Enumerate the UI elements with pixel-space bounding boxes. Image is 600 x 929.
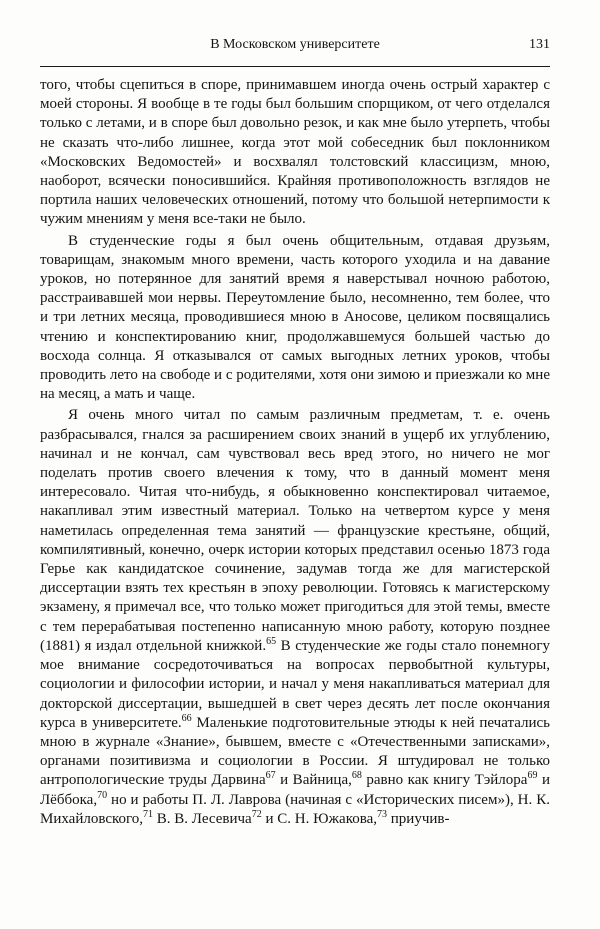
header-rule bbox=[40, 66, 550, 67]
text-segment: В студенческие же годы стало понемногу мое внимание сосредоточиваться на вопросах первобытной культуры, социологии и философии истории, и начал у меня накапливаться материал для докторской диссертации, вышедшей в свет через десять лет после окончания курса в университете. bbox=[40, 637, 550, 731]
footnote-ref: 65 bbox=[266, 635, 277, 647]
page-number: 131 bbox=[529, 37, 550, 52]
body-text bbox=[40, 76, 550, 829]
footnote-ref: 73 bbox=[377, 808, 388, 820]
footnote-ref: 68 bbox=[351, 770, 362, 782]
footnote-ref: 72 bbox=[251, 808, 262, 820]
footnote-ref: 70 bbox=[97, 789, 108, 801]
text-segment: приучив- bbox=[387, 810, 450, 827]
text-segment: и Вайница, bbox=[275, 772, 352, 789]
footnote-ref: 67 bbox=[265, 770, 276, 782]
text-segment: Маленькие подготовительные этюды к ней печатались мною в журнале «Знание», бывшем, вместе с «Отечественными записками», органами позитивизма и социологии в России. Я штудировал не только антропологические труды Дарвина bbox=[40, 714, 550, 789]
footnote-ref: 66 bbox=[181, 712, 192, 724]
text-segment: и Лёббока, bbox=[40, 772, 550, 808]
text-segment: В. В. Лесевича bbox=[153, 810, 252, 827]
text-segment: Я очень много читал по самым различным предметам, т. е. очень разбрасывался, гнался за расширением своих знаний в ущерб их углублению, начинал и не кончал, сам чувствовал весь вред этого, но ничего не мог поделать против своего влечения к тому, что в данный момент меня интересовало. Читая что-нибудь, я обыкновенно конспектировал читаемое, накапливал этим известный материал. Только на четвертом курсе у меня наметилась определенная тема занятий — французские крестьяне, общий, компилятивный, конечно, очерк истории которых представил осенью 1873 года Герье как кандидатское сочинение, задумав тогда же для магистерской диссертации взять тех крестьян в эпоху революции. Готовясь к магистерскому экзамену, я примечал все, что только может пригодиться для этой темы, вместе с тем перерабатывая постепенно написанную мною работу, которую позднее (1881) я издал отдельной книжкой. bbox=[40, 407, 550, 654]
text-segment: В студенческие годы я был очень общительным, отдавая друзьям, товарищам, знакомым много времени, часть которого уходила и на давание уроков, но потерянное для занятий время я наверстывал ночною работою, расстраивавшей мои нервы. Переутомление было, несомненно, тем более, что и три летних месяца, проводившиеся мною в Аносове, целиком посвящались чтению и конспектированию книг, продолжавшемуся большей частью до восхода солнца. Я отказывался от самых выгодных летних уроков, чтобы проводить лето на свободе и с родителями, хотя они зимою и приезжали ко мне на месяц, а мать и чаще. bbox=[40, 232, 550, 403]
paragraph bbox=[40, 232, 550, 405]
running-title: В Московском университете bbox=[210, 37, 380, 52]
footnote-ref: 71 bbox=[143, 808, 154, 820]
text-segment: и С. Н. Южакова, bbox=[261, 810, 378, 827]
paragraph bbox=[40, 76, 550, 230]
text-segment: но и работы П. Л. Лаврова (начиная с «Исторических писем»), Н. К. Михайловского, bbox=[40, 791, 550, 827]
text-segment: равно как книгу Тэйлора bbox=[361, 772, 528, 789]
paragraph bbox=[40, 406, 550, 828]
text-segment: того, чтобы сцепиться в споре, принимавшем иногда очень острый характер с моей стороны. Я вообще в те годы был большим спорщиком, от чего отделался только с летами, и в споре был довольно резок, и как мне было утерпеть, чтобы не сказать что-либо лишнее, когда этот мой собеседник был поклонником «Московских Ведомостей» и восхвалял толстовский классицизм, мною, наоборот, всячески поносившийся. Крайняя противоположность взглядов не портила наших человеческих отношений, потому что большой нетерпимости к чужим мнениям у меня все-таки не было. bbox=[40, 77, 550, 228]
footnote-ref: 69 bbox=[527, 770, 538, 782]
